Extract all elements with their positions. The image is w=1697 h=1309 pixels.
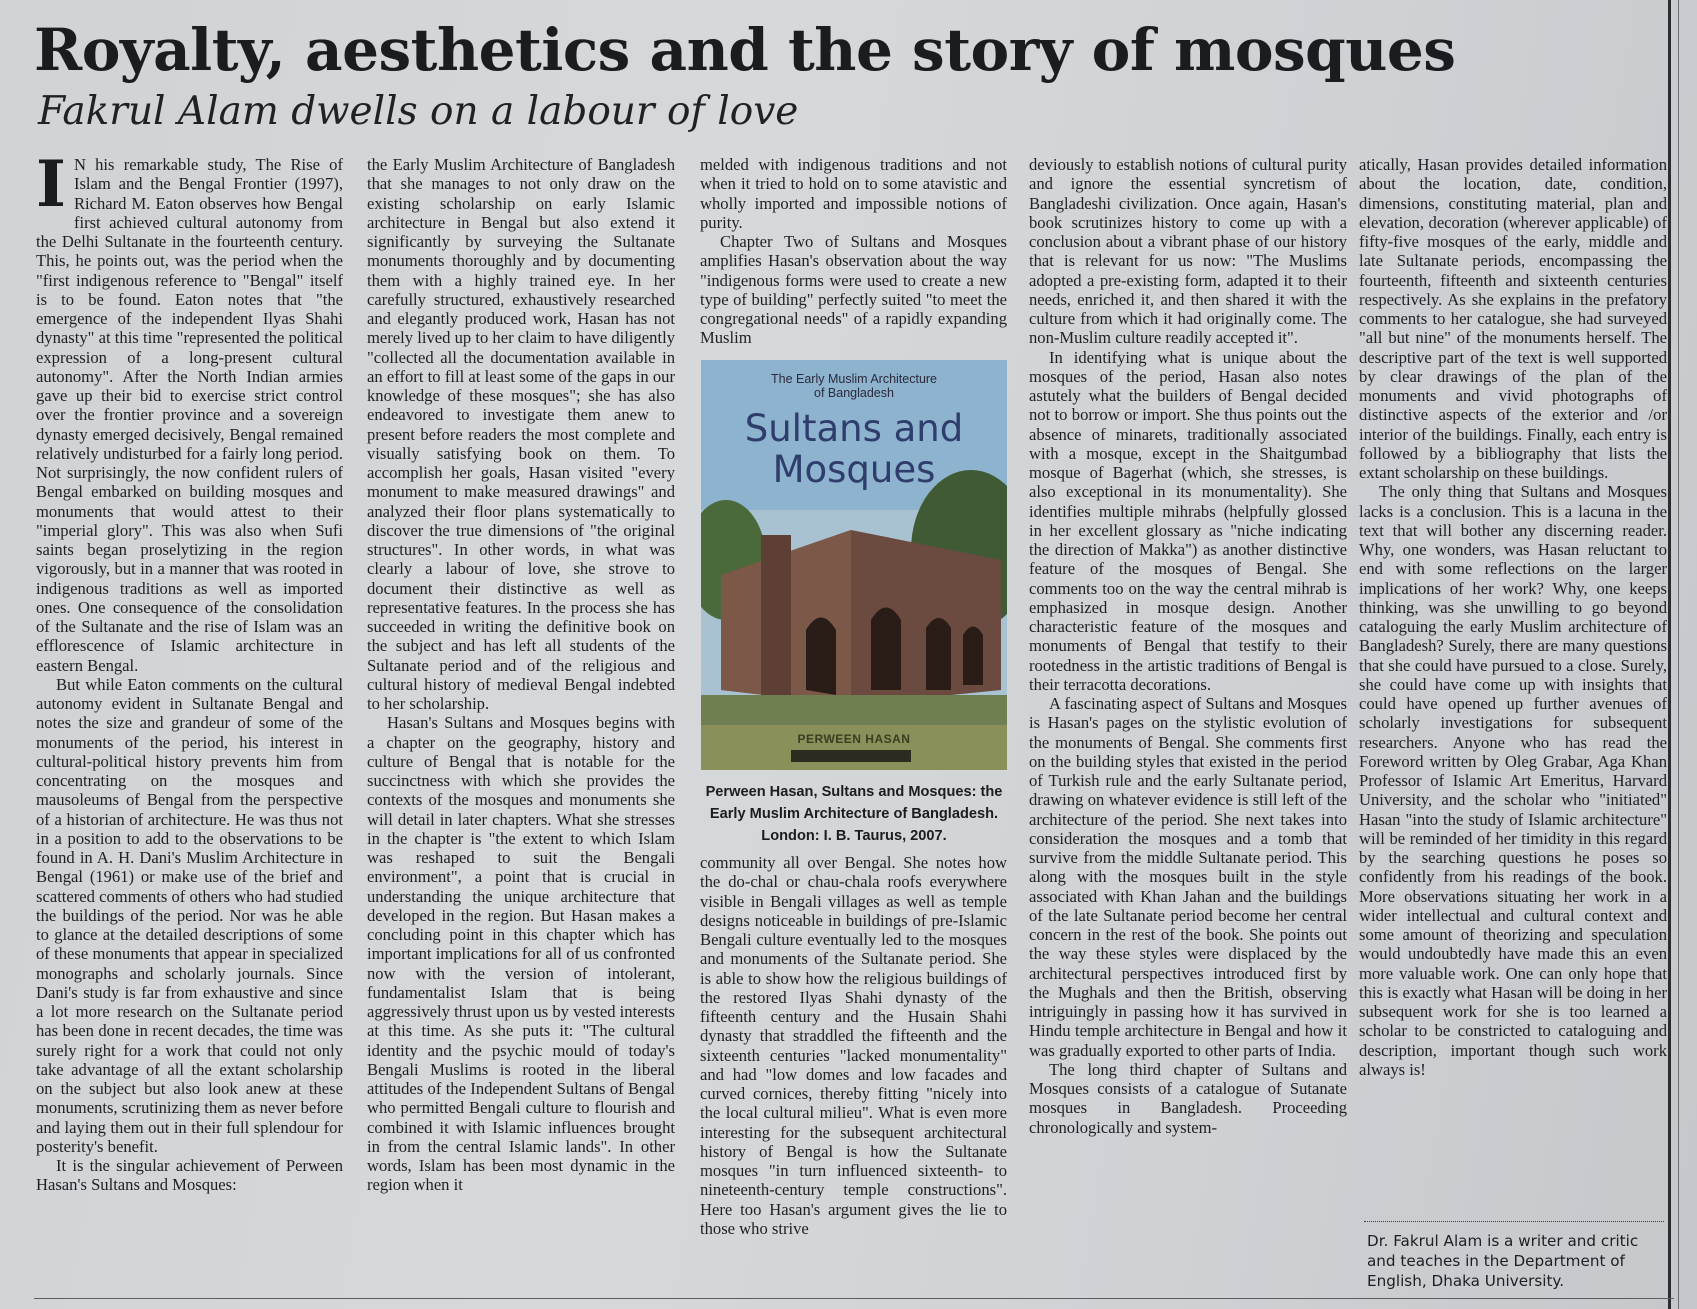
column-border [1668,0,1671,1309]
cover-series-title [701,372,1007,400]
paragraph: the Early Muslim Architecture of Bangladesh that she manages to not only draw on the existing scholarship on early Islamic architecture in Bengal but also extend it significantly by surveying the Sultanate monuments thoroughly and by documenting them with a highly trained eye. In her carefully structured, exhaustively researched and elegantly produced work, Hasan has not merely lived up to her claim to have diligently "collected all the documentation available in an effort to fill at least some of the gaps in our knowledge of these mosques"; she has also endeavored to investigate them anew to present before readers the most complete and visually satisfying book on them. To accomplish her goals, Hasan visited "every monument to make measured drawings" and analyzed their floor plans systematically to discover the true dimensions of "the original structures". In other words, in what was clearly a labour of love, she strove to document their distinctive as well as representative features. In the process she has succeeded in writing the definitive book on the subject and has left all students of the Sultanate period and of the religious and cultural history of medieval Bengal indebted to her scholarship. [367,155,675,713]
drop-cap: I [36,155,66,222]
headline: Royalty, aesthetics and the story of mosques [34,16,1456,84]
column-3-bottom [700,853,1007,1238]
paragraph: deviously to establish notions of cultural purity and ignore the essential syncretism of Bangladeshi civilization. Once again, Hasan's book scrutinizes history to come up with a conclusion about a vibrant phase of our history that is relevant for us now: "The Muslims adopted a pre-existing form, adapted it to their needs, enriched it, and then shared it with the culture from which it had originally come. The non-Muslim culture readily accepted it". [1029,155,1347,348]
paragraph: It is the singular achievement of Perween Hasan's Sultans and Mosques: [36,1156,343,1195]
paragraph: Hasan's Sultans and Mosques begins with a chapter on the geography, history and culture of Bengal that is notable for the succinctness with which she provides the contexts of the mosques and monuments she will detail in later chapters. What she stresses in the chapter is "the extent to which Islam was reshaped to suit the Bengali environment", a point that is crucial in understanding the unique architecture that developed in the region. But Hasan makes a concluding point in this chapter which has important implications for all of us confronted now with the version of intolerant, fundamentalist Islam that is being aggressively thrust upon us by vested interests at this time. As she puts it: "The cultural identity and the psychic mould of today's Bengali Muslims is rooted in the liberal attitudes of the Independent Sultans of Bengal who permitted Bengali culture to flourish and combined it with Islamic influences brought in from the central Islamic lands". In other words, Islam has been most dynamic in the region when it [367,713,675,1195]
subheadline: Fakrul Alam dwells on a labour of love [38,89,799,134]
paragraph: But while Eaton comments on the cultural autonomy evident in Sultanate Bengal and notes the size and grandeur of some of the monuments of the period, his interest in cultural-political history prevents him from concentrating on the mosques and mausoleums of Bengal from the perspective of a historian of architecture. He was thus not in a position to add to the observations to be found in A. H. Dani's Muslim Architecture in Bengal (1961) or make use of the brief and scattered comments of others who had studied the buildings of the period. Nor was he able to glance at the detailed descriptions of some of these monuments that appear in specialized monographs and scholarly journals. Since Dani's study is far from exhaustive and since a lot more research on the Sultanate period has been done in recent decades, the time was surely right for a work that could not only take advantage of all the extant scholarship on the subject but also look anew at these monuments, scrutinizing them as never before and laying them out in their full splendour for posterity's benefit. [36,674,343,1156]
paragraph: A fascinating aspect of Sultans and Mosques is Hasan's pages on the stylistic evolution of the monuments of Bengal. She comments first on the building styles that existed in the period of Turkish rule and the early Sultanate period, drawing on whatever evidence is still left of the architecture of the period. She next takes into consideration the mosques and a tomb that survive from the middle Sultanate period. This along with the mosques built in the style associated with Khan Jahan and the buildings of the late Sultanate period become her central concern in the rest of the book. She points out the way these styles were displaced by the architectural perspectives introduced first by the Mughals and then the British, observing intriguingly in passing how it has survived in Hindu temple architecture in Bengal and how it was gradually exported to other parts of India. [1029,694,1347,1060]
paragraph: The long third chapter of Sultans and Mosques consists of a catalogue of Sutanate mosques in Bangladesh. Proceeding chronologically and system- [1029,1059,1347,1137]
paragraph: In identifying what is unique about the mosques of the period, Hasan also notes astutely what the builders of Bengal decided not to borrow or import. She thus points out the absence of minarets, traditionally associated with a mosque, except in the Shaitgumbad mosque of Bagerhat (which, she stresses, is also exceptional in its monumentality). She identifies multiple mihrabs (helpfully glossed in her excellent glossary as "niche indicating the direction of Makka") as another distinctive feature of the mosques of Bengal. She comments too on the way the central mihrab is emphasized in mosque design. Another characteristic feature of the mosques and monuments of Bengal that testify to their rootedness in the artistic traditions of Bengal is their terracotta decorations. [1029,347,1347,694]
cover-author: PERWEEN HASAN [797,732,911,746]
cover-series-line: of Bangladesh [814,386,894,400]
book-cover-photo [701,360,1007,770]
paragraph: community all over Bengal. She notes how the do-chal or chau-chala roofs everywhere visible in Bengali villages as well as temple designs noticeable in buildings of pre-Islamic Bengali culture eventually led to the mosques and monuments of the Sultanate period. She is able to show how the religious buildings of the restored Ilyas Shahi dynasty of the fifteenth century and the Husain Shahi dynasty that straddled the fifteenth and the sixteenth centuries "lacked monumentality" and had "low domes and low facades and curved cornices, thereby fitting "nicely into the local cultural milieu". What is even more interesting for the subsequent architectural history of Bengal is how the Sultanate mosques "in turn influenced sixteenth- to nineteenth-century temple constructions". Here too Hasan's argument gives the lie to those who strive [700,853,1007,1238]
author-bio: Dr. Fakrul Alam is a writer and critic and teaches in the Department of English, Dhaka University. [1367,1232,1639,1290]
cover-title [701,408,1007,490]
paragraph: melded with indigenous traditions and not when it tried to hold on to some atavistic and wholly imported and impossible notions of purity. [700,155,1007,232]
column-border-thin [1678,0,1679,1309]
cover-title-line: Mosques [772,448,936,491]
cover-title-line: Sultans and [744,407,964,450]
paragraph: Chapter Two of Sultans and Mosques amplifies Hasan's observation about the way "indigenous forms were used to create a new type of building" perfectly suited "to meet the congregational needs" of a rapidly expanding Muslim [700,232,1007,348]
cover-series-line: The Early Muslim Architecture [770,372,938,386]
paragraph: N his remarkable study, The Rise of Islam and the Bengal Frontier (1997), Richard M. Eaton observes how Bengal first achieved cultural autonomy from the Delhi Sultanate in the fourteenth century. This, he points out, was the period when the "first indigenous reference to "Bengal" itself is to be found. Eaton notes that "the emergence of the independent Ilyas Shahi dynasty" at this time "represented the political expression of a long-present cultural autonomy". After the North Indian armies gave up their bid to exercise strict control over the frontier province and a sovereign dynasty emerged decisively, Bengal remained relatively undisturbed for a fairly long period. Not surprisingly, the now confident rulers of Bengal embarked on building mosques and monuments that would attest to their "imperial glory". This was also when Sufi saints began proselytizing in the region vigorously, but in a manner that was rooted in indigenous traditions as well as imported ones. One consequence of the consolidation of the Sultanate and the rise of Islam was an efflorescence of Islamic architecture in eastern Bengal. [36,155,343,675]
article-column-1 [36,155,343,1295]
paragraph: atically, Hasan provides detailed information about the location, date, condition, dimensions, constituting material, plan and elevation, decoration (wherever applicable) of fifty-five mosques of the early, middle and late Sultanate periods, encompassing the fourteenth, fifteenth and sixteenth centuries respectively. As she explains in the prefatory comments to her catalogue, she had surveyed "all but nine" of the monuments herself. The descriptive part of the text is well supported by clear drawings of the plan of the monuments and vivid photographs of distinctive aspects of the exterior and /or interior of the buildings. Finally, each entry is followed by a bibliography that lists the extant scholarship on these buildings. [1359,155,1667,482]
bottom-rule [34,1298,1674,1299]
article-column-2 [367,155,675,1295]
paragraph: The only thing that Sultans and Mosques lacks is a conclusion. This is a lacuna in the text that will bother any discerning reader. Why, one wonders, was Hasan reluctant to end with some reflections on the larger implications of her work? Why, one keeps thinking, was she unwilling to go beyond cataloguing the early Muslim architecture of Bangladesh? Surely, there are many questions that she could have pursued to a close. Surely, she could have come up with insights that could have opened up further avenues of scholarly investigations for subsequent researchers. Anyone who has read the Foreword written by Oleg Grabar, Aga Khan Professor of Islamic Art Emeritus, Harvard University, and the scholar who "initiated" Hasan "into the study of Islamic architecture" will be reminded of her timidity in this regard by the searching questions he poses so confidently from his readings of the book. More observations situating her work in a wider intellectual and cultural context and some amount of theorizing and speculation would undoubtedly have made this an even more valuable work. One can only hope that this is exactly what Hasan will be doing in her subsequent work for she is too learned a scholar to be constricted to cataloguing and description, important though such work always is! [1359,482,1667,1079]
bio-divider [1364,1221,1664,1222]
article-column-4 [1029,155,1347,1295]
article-column-5 [1359,155,1667,1217]
photo-caption: Perween Hasan, Sultans and Mosques: the Early Muslim Architecture of Bangladesh. London: I. B. Taurus, 2007. [705,784,1003,844]
column-3-top [700,155,1007,348]
